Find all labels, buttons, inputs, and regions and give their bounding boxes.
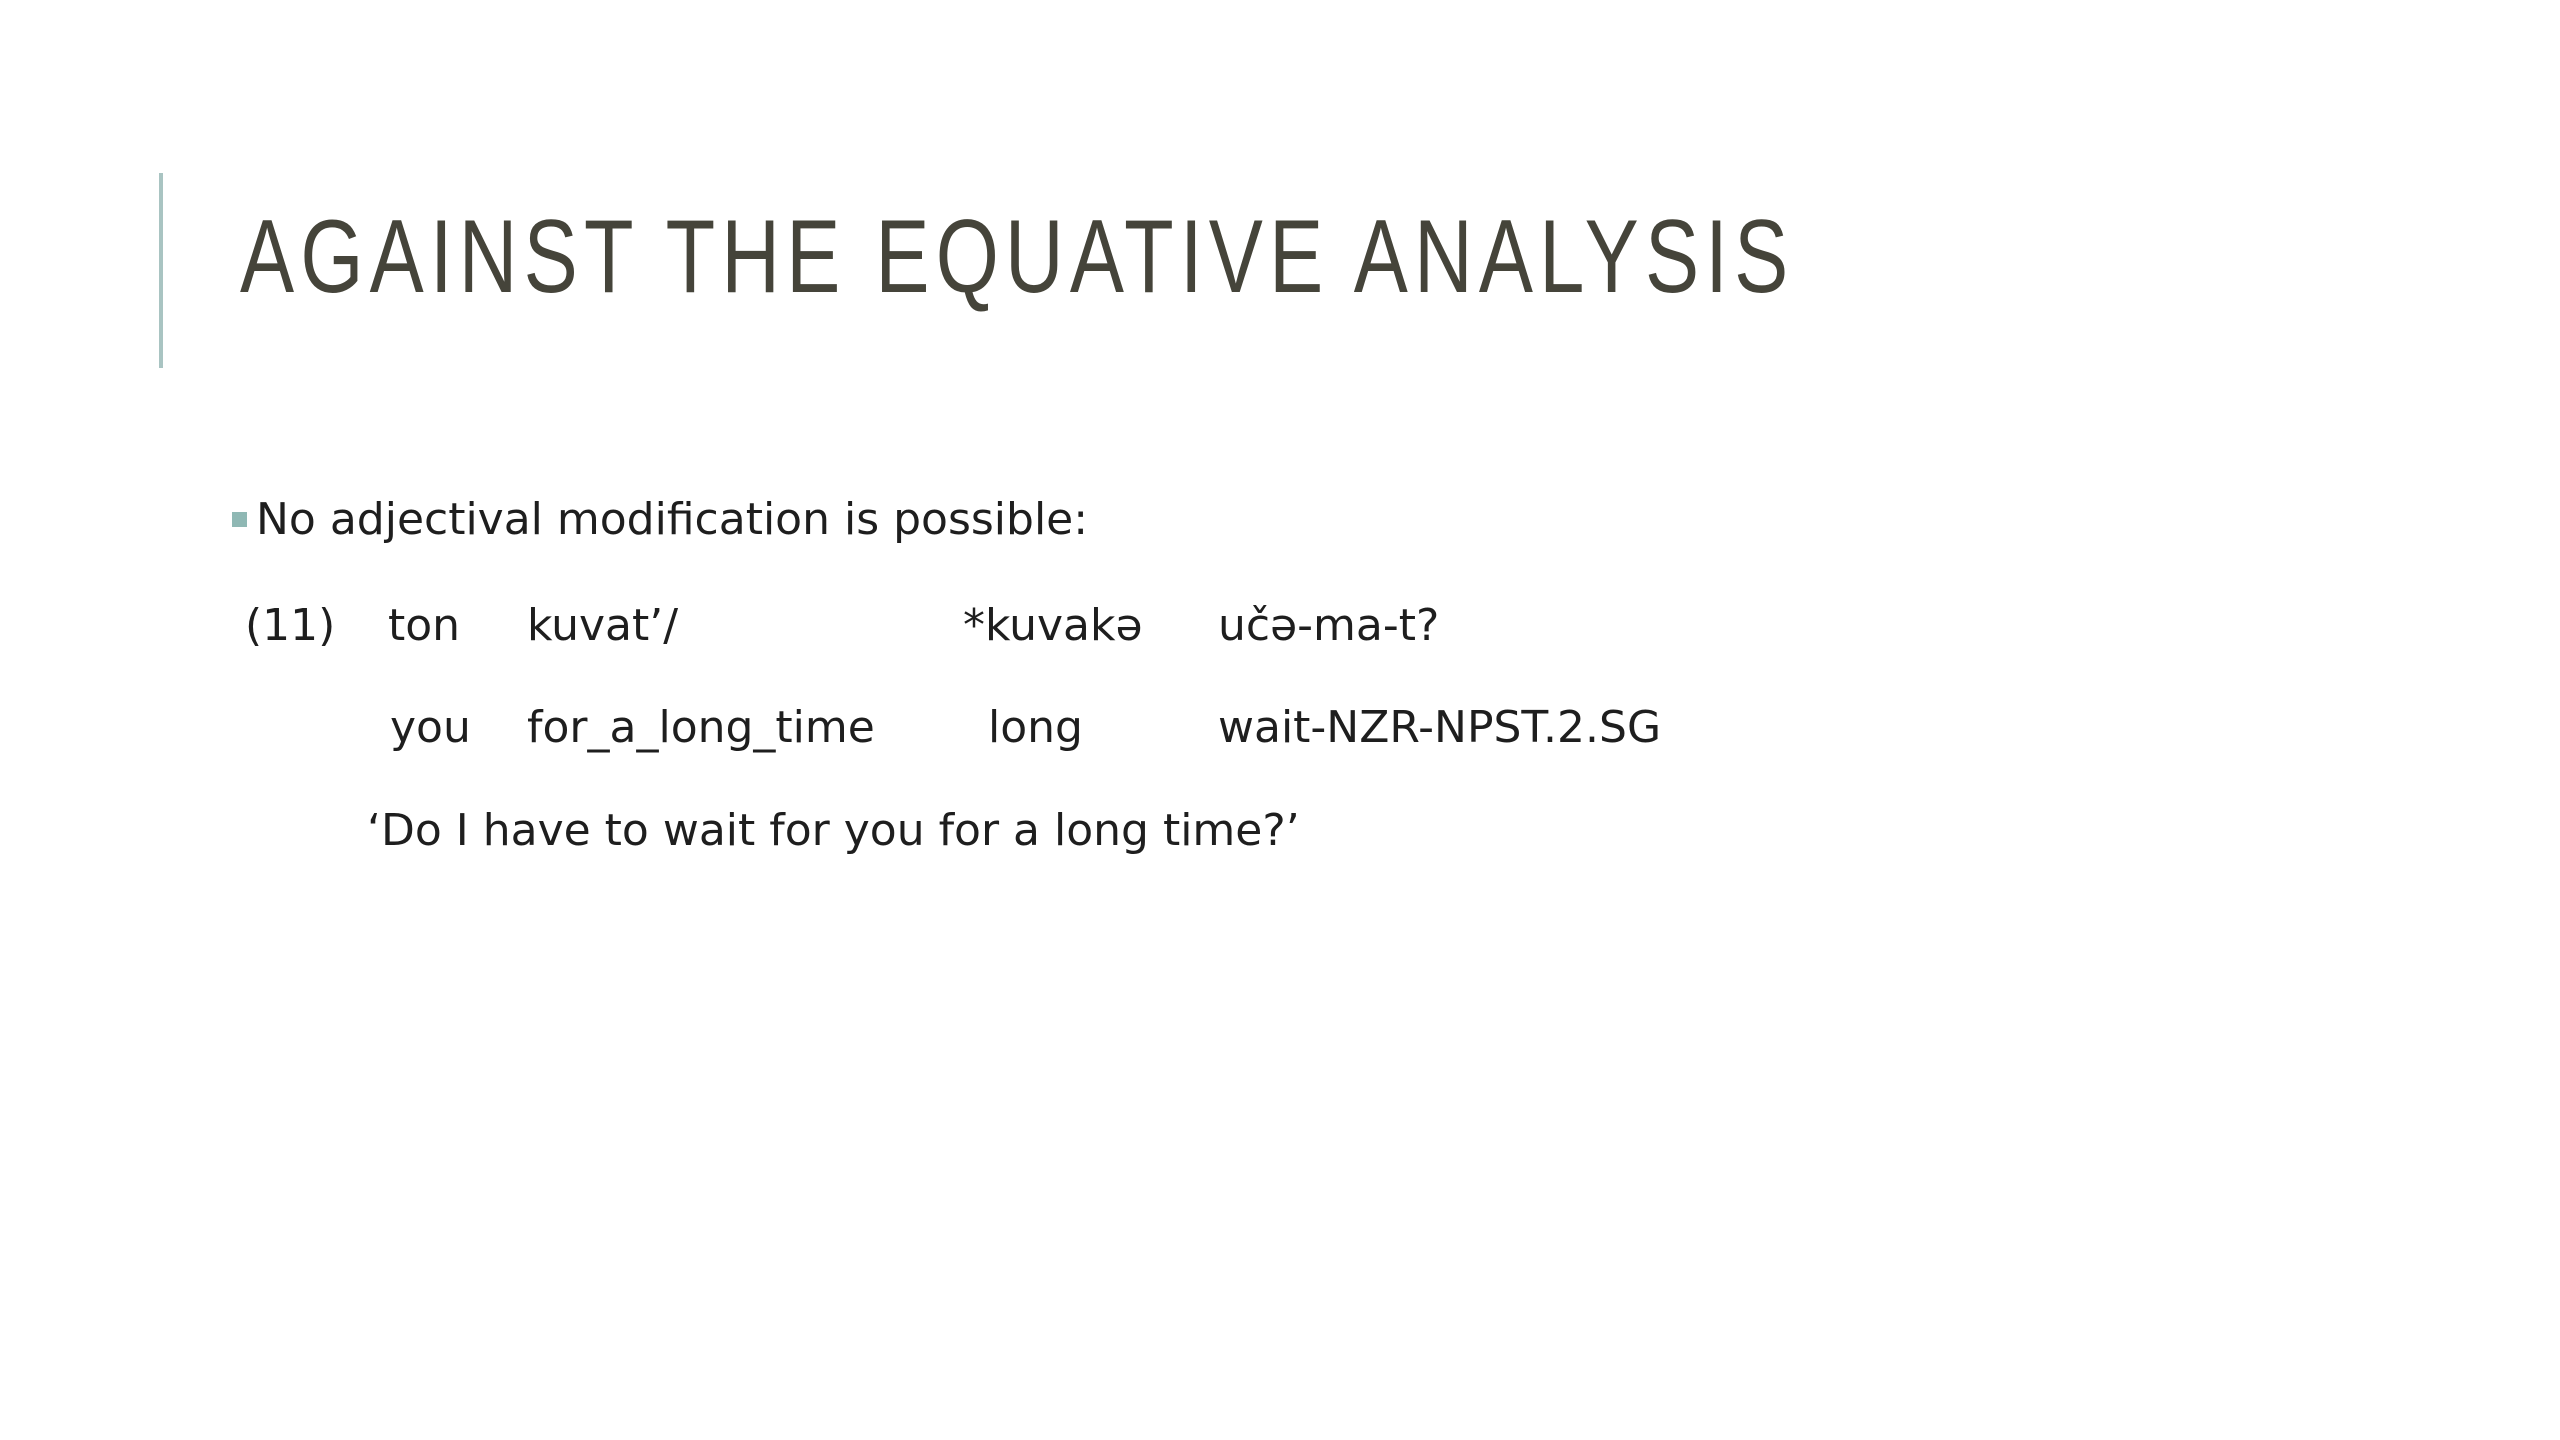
source-word: *kuvakə bbox=[963, 600, 1143, 651]
example-number: (11) bbox=[245, 600, 336, 651]
free-translation: ‘Do I have to wait for you for a long time?’ bbox=[367, 805, 1300, 856]
source-word: kuvat’/ bbox=[527, 600, 679, 651]
gloss-word: wait-NZR-NPST.2.SG bbox=[1218, 702, 1662, 753]
bullet-item bbox=[232, 494, 1088, 547]
gloss-word: for_a_long_time bbox=[527, 702, 875, 753]
bullet-text: No adjectival modification is possible: bbox=[256, 494, 1089, 545]
slide-title: AGAINST THE EQUATIVE ANALYSIS bbox=[240, 199, 1795, 315]
source-word: ton bbox=[388, 600, 461, 651]
title-accent-bar bbox=[159, 173, 163, 368]
gloss-word: you bbox=[390, 702, 471, 753]
source-word: učə-ma-t? bbox=[1218, 600, 1440, 651]
gloss-word: long bbox=[988, 702, 1083, 753]
square-bullet-icon bbox=[232, 512, 247, 527]
